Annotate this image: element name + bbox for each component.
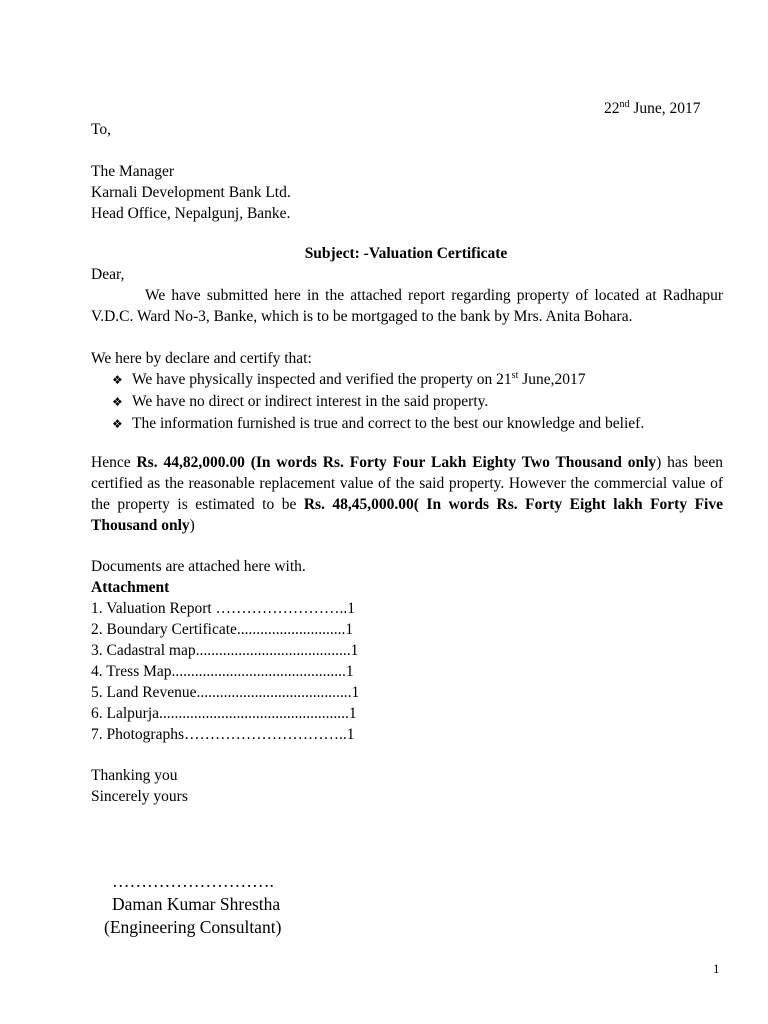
declaration-line: We here by declare and certify that: [91, 350, 312, 367]
replacement-value-words: (In words Rs. Forty Four Lakh Eighty Two Thousand only [250, 454, 657, 471]
list-item: 1. Valuation Report ……………………..1 [91, 600, 356, 617]
attachment-title: Attachment [91, 579, 170, 596]
recipient-line-3: Head Office, Nepalgunj, Banke. [91, 205, 291, 222]
declaration-list [112, 369, 644, 435]
subject-line: Subject: -Valuation Certificate [304, 245, 508, 262]
greeting: Dear, [91, 266, 125, 283]
date-rest: June, 2017 [629, 100, 701, 117]
attachment-list [91, 598, 359, 745]
signatory-name: Daman Kumar Shrestha [112, 894, 281, 914]
commercial-value: Rs. 48,45,000.00( In words Rs. Forty Eight lakh Forty Five Thousand only [91, 496, 723, 534]
closing-thanks: Thanking you [91, 767, 178, 784]
list-item: 4. Tress Map.............................................1 [91, 663, 354, 680]
page-number: 1 [713, 961, 720, 976]
replacement-value: Rs. 44,82,000.00 [136, 454, 245, 471]
list-item: 3. Cadastral map........................................1 [91, 642, 359, 659]
diamond-bullet-icon: ❖ [112, 373, 123, 387]
list-item: ❖ The information furnished is true and correct to the best our knowledge and belief. [112, 413, 644, 435]
recipient-address [91, 161, 291, 224]
diamond-bullet-icon: ❖ [112, 395, 123, 409]
valuation-paragraph: Hence Rs. 44,82,000.00 (In words Rs. Forty Four Lakh Eighty Two Thousand only) has been certified as the reasonable replacement value of the said property. However the commercial value of the property is estimated to be Rs. 48,45,000.00( In words Rs. Forty Eight lakh Forty Five Thousand only) [91, 454, 723, 534]
list-item: 7. Photographs…………………………..1 [91, 726, 355, 743]
diamond-bullet-icon: ❖ [112, 417, 123, 431]
recipient-line-1: The Manager [91, 163, 175, 180]
letter-date [604, 98, 701, 119]
documents-note: Documents are attached here with. [91, 558, 306, 575]
signature-block [104, 870, 281, 939]
signature-line: ………………………. [112, 871, 274, 891]
list-item: ❖ We have no direct or indirect interest in the said property. [112, 391, 644, 413]
recipient-line-2: Karnali Development Bank Ltd. [91, 184, 291, 201]
date-suffix: nd [619, 98, 630, 110]
list-item: 6. Lalpurja.................................................1 [91, 705, 357, 722]
list-item: 5. Land Revenue........................................1 [91, 684, 360, 701]
signatory-title: (Engineering Consultant) [104, 917, 282, 937]
list-item: ❖ We have physically inspected and verified the property on 21st June,2017 [112, 369, 644, 391]
intro-paragraph: We have submitted here in the attached report regarding property of located at Radhapur V.D.C. Ward No-3, Banke, which is to be mortgaged to the bank by Mrs. Anita Bohara. [91, 287, 723, 325]
closing-sincerely: Sincerely yours [91, 788, 188, 805]
list-item: 2. Boundary Certificate............................1 [91, 621, 354, 638]
salutation-to: To, [91, 121, 112, 138]
date-day: 22 [604, 100, 620, 117]
